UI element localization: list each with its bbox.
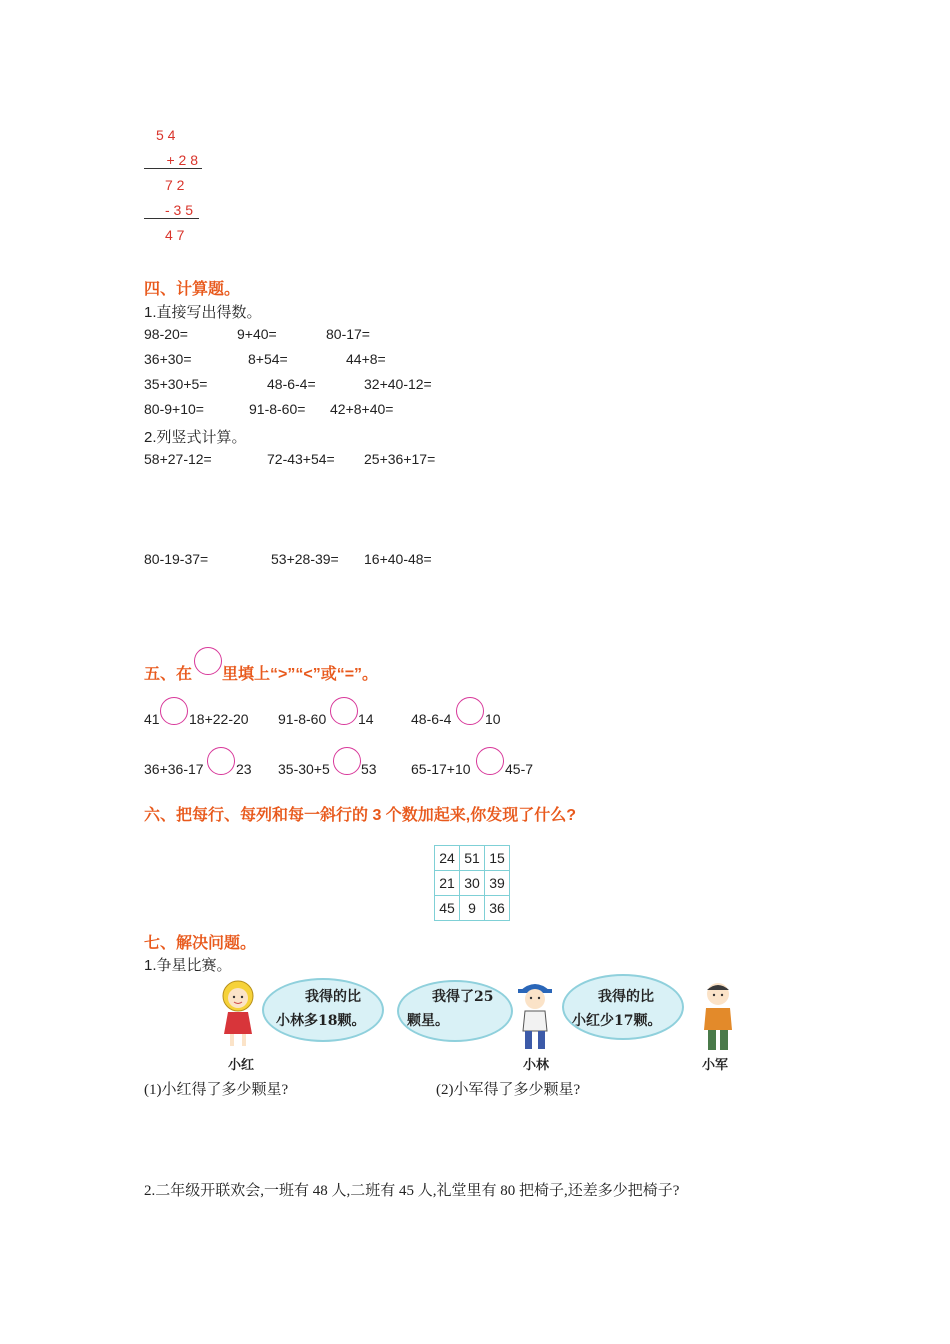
compare-left: 65-17+10 — [411, 761, 471, 777]
answer-circle[interactable] — [160, 697, 188, 725]
vertical-calc-line3: 7 2 — [165, 177, 185, 193]
boy-illustration — [696, 980, 740, 1054]
question-2: (2)小军得了多少颗星? — [436, 1082, 581, 1098]
bubble3-line1: 我得的比 — [598, 989, 654, 1005]
bubble1-line1: 我得的比 — [305, 989, 361, 1005]
compare-left: 91-8-60 — [278, 711, 327, 727]
grid-cell: 45 — [435, 896, 460, 921]
section6-title: 六、把每行、每列和每一斜行的 3 个数加起来,你发现了什么? — [144, 807, 577, 824]
direct-calc-item: 91-8-60= — [249, 401, 306, 417]
compare-right: 14 — [358, 711, 374, 727]
name-xiaohong: 小红 — [228, 1058, 255, 1073]
column-calc-item: 16+40-48= — [364, 551, 432, 567]
grid-cell: 21 — [435, 871, 460, 896]
compare-left: 41 — [144, 711, 160, 727]
compare-right: 10 — [485, 711, 501, 727]
compare-right: 18+22-20 — [189, 711, 249, 727]
direct-calc-item: 80-9+10= — [144, 401, 204, 417]
question-1: (1)小红得了多少颗星? — [144, 1082, 289, 1098]
vertical-calc-line4: - 3 5 — [144, 202, 199, 219]
vertical-calc-line5: 4 7 — [165, 227, 185, 243]
grid-cell: 51 — [460, 846, 485, 871]
answer-circle[interactable] — [476, 747, 504, 775]
grid-cell: 30 — [460, 871, 485, 896]
grid-cell: 39 — [485, 871, 510, 896]
column-calc-item: 72-43+54= — [267, 451, 335, 467]
direct-calc-item: 36+30= — [144, 351, 192, 367]
girl-illustration — [210, 978, 266, 1050]
direct-calc-item: 8+54= — [248, 351, 288, 367]
grid-cell: 15 — [485, 846, 510, 871]
bubble2-line2: 颗星。 — [407, 1013, 449, 1029]
section7-sub1: 1.争星比赛。 — [144, 957, 232, 974]
section5-title-post: 里填上“>”“<”或“=”。 — [222, 666, 379, 683]
section7-sub2: 2.二年级开联欢会,一班有 48 人,二班有 45 人,礼堂里有 80 把椅子,还差多少把椅子? — [144, 1183, 680, 1199]
section4-sub1: 1.直接写出得数。 — [144, 304, 262, 321]
column-calc-item: 53+28-39= — [271, 551, 339, 567]
answer-circle[interactable] — [333, 747, 361, 775]
section7-title: 七、解决问题。 — [144, 935, 257, 952]
magic-square-grid — [434, 845, 510, 921]
answer-circle[interactable] — [207, 747, 235, 775]
direct-calc-item: 48-6-4= — [267, 376, 316, 392]
name-xiaolin: 小林 — [523, 1058, 550, 1073]
vertical-calc-line2: + 2 8 — [144, 152, 202, 169]
grid-cell: 36 — [485, 896, 510, 921]
section4-sub2: 2.列竖式计算。 — [144, 429, 247, 446]
compare-right: 45-7 — [505, 761, 534, 777]
answer-circle[interactable] — [194, 647, 222, 675]
compare-left: 48-6-4 — [411, 711, 452, 727]
direct-calc-item: 98-20= — [144, 326, 188, 342]
bubble2-line1: 我得了25 — [432, 989, 494, 1005]
column-calc-item: 25+36+17= — [364, 451, 436, 467]
name-xiaojun: 小军 — [702, 1058, 729, 1073]
vertical-calc-line1: 5 4 — [156, 127, 176, 143]
section4-title: 四、计算题。 — [144, 281, 241, 298]
bubble3-line2: 小红少17颗。 — [572, 1013, 662, 1029]
grid-cell: 9 — [460, 896, 485, 921]
direct-calc-item: 44+8= — [346, 351, 386, 367]
boy-cap-illustration — [510, 975, 560, 1053]
bubble1-line2: 小林多18颗。 — [276, 1013, 366, 1029]
section5-title-pre: 五、在 — [144, 666, 193, 683]
direct-calc-item: 9+40= — [237, 326, 277, 342]
grid-cell: 24 — [435, 846, 460, 871]
column-calc-item: 80-19-37= — [144, 551, 209, 567]
direct-calc-item: 35+30+5= — [144, 376, 208, 392]
column-calc-item: 58+27-12= — [144, 451, 212, 467]
compare-right: 53 — [361, 761, 377, 777]
answer-circle[interactable] — [456, 697, 484, 725]
compare-left: 36+36-17 — [144, 761, 204, 777]
compare-left: 35-30+5 — [278, 761, 330, 777]
direct-calc-item: 32+40-12= — [364, 376, 432, 392]
compare-right: 23 — [236, 761, 252, 777]
direct-calc-item: 80-17= — [326, 326, 370, 342]
answer-circle[interactable] — [330, 697, 358, 725]
direct-calc-item: 42+8+40= — [330, 401, 394, 417]
